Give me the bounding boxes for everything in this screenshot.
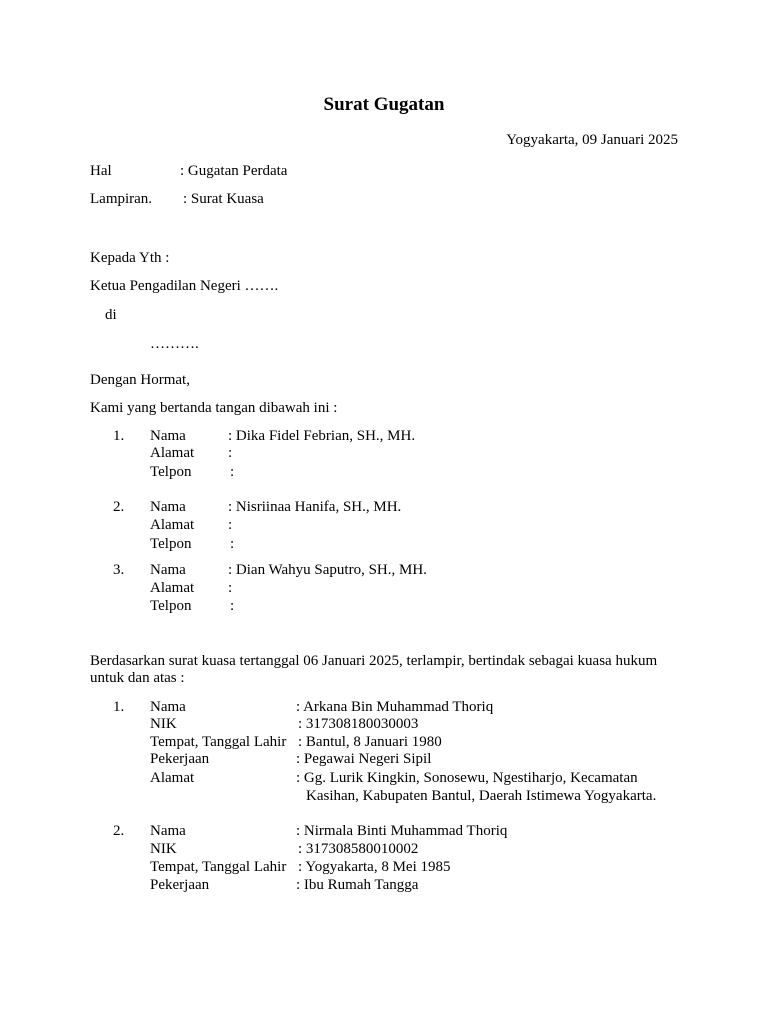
lawyer-number: 2.	[113, 499, 125, 515]
client-nama-value: : Nirmala Binti Muhammad Thoriq	[296, 823, 508, 839]
recipient-place: ……….	[150, 336, 199, 352]
lawyer-telpon-label: Telpon	[150, 464, 192, 480]
client-nik-label: NIK	[150, 716, 177, 732]
greeting: Dengan Hormat,	[90, 372, 190, 388]
lawyer-telpon-value: :	[230, 464, 235, 480]
basis-line-2: untuk dan atas :	[90, 670, 185, 686]
lawyer-nama-value: : Dika Fidel Febrian, SH., MH.	[228, 428, 416, 444]
lawyer-alamat-label: Alamat	[150, 517, 195, 533]
lawyer-telpon-value: :	[230, 536, 235, 552]
client-nik-value: : 317308180030003	[298, 716, 419, 732]
lampiran-label: Lampiran.	[90, 191, 153, 207]
client-pekerjaan-label: Pekerjaan	[150, 751, 210, 767]
lawyer-nama-label: Nama	[150, 499, 186, 515]
lawyer-telpon-value: :	[230, 598, 235, 614]
intro: Kami yang bertanda tangan dibawah ini :	[90, 400, 338, 416]
recipient-ketua: Ketua Pengadilan Negeri …….	[90, 278, 279, 294]
lawyer-nama-label: Nama	[150, 428, 186, 444]
lawyer-nama-value: : Nisriinaa Hanifa, SH., MH.	[228, 499, 402, 515]
hal-label: Hal	[90, 163, 112, 179]
lawyer-alamat-value: :	[228, 580, 233, 596]
recipient-di: di	[105, 307, 117, 323]
client-pekerjaan-label: Pekerjaan	[150, 877, 210, 893]
lampiran-value: : Surat Kuasa	[183, 191, 264, 207]
client-nama-value: : Arkana Bin Muhammad Thoriq	[296, 699, 494, 715]
client-pekerjaan-value: : Pegawai Negeri Sipil	[296, 751, 432, 767]
client-alamat-label: Alamat	[150, 770, 195, 786]
client-ttl-value: : Bantul, 8 Januari 1980	[298, 734, 442, 750]
client-ttl-value: : Yogyakarta, 8 Mei 1985	[298, 859, 451, 875]
lawyer-number: 1.	[113, 428, 125, 444]
lawyer-alamat-label: Alamat	[150, 580, 195, 596]
lawyer-nama-label: Nama	[150, 562, 186, 578]
client-nama-label: Nama	[150, 699, 186, 715]
recipient-kepada: Kepada Yth :	[90, 250, 170, 266]
client-number: 2.	[113, 823, 125, 839]
lawyer-telpon-label: Telpon	[150, 598, 192, 614]
document-title: Surat Gugatan	[323, 94, 445, 115]
lawyer-nama-value: : Dian Wahyu Saputro, SH., MH.	[228, 562, 427, 578]
lawyer-alamat-label: Alamat	[150, 445, 195, 461]
client-alamat-value-line-2: Kasihan, Kabupaten Bantul, Daerah Istimewa Yogyakarta.	[306, 788, 657, 804]
client-nik-value: : 317308580010002	[298, 841, 419, 857]
lawyer-number: 3.	[113, 562, 125, 578]
client-nik-label: NIK	[150, 841, 177, 857]
place-date: Yogyakarta, 09 Januari 2025	[506, 132, 678, 148]
client-pekerjaan-value: : Ibu Rumah Tangga	[296, 877, 419, 893]
client-number: 1.	[113, 699, 125, 715]
lawyer-alamat-value: :	[228, 517, 233, 533]
client-nama-label: Nama	[150, 823, 186, 839]
basis-line-1: Berdasarkan surat kuasa tertanggal 06 Januari 2025, terlampir, bertindak sebagai kuasa hukum	[90, 653, 658, 669]
client-ttl-label: Tempat, Tanggal Lahir	[150, 859, 287, 875]
hal-value: : Gugatan Perdata	[180, 163, 288, 179]
lawyer-telpon-label: Telpon	[150, 536, 192, 552]
lawyer-alamat-value: :	[228, 445, 233, 461]
client-alamat-value-line-1: : Gg. Lurik Kingkin, Sonosewu, Ngestiharjo, Kecamatan	[296, 770, 638, 786]
client-ttl-label: Tempat, Tanggal Lahir	[150, 734, 287, 750]
